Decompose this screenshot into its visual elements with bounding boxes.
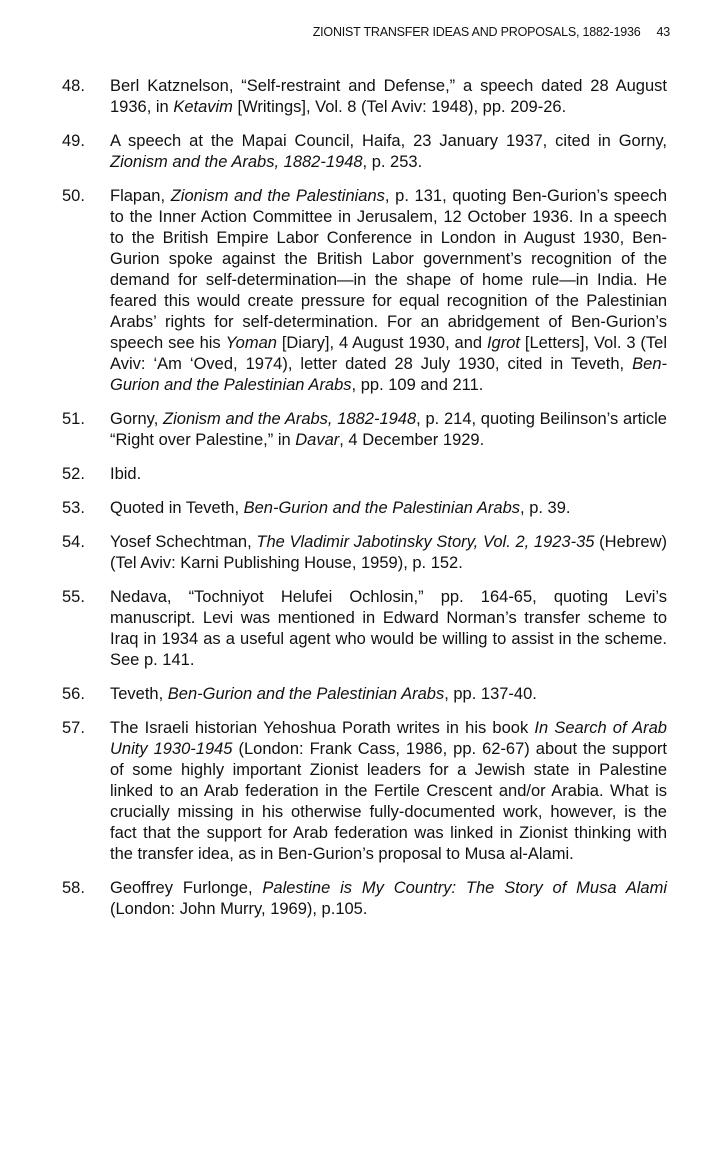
endnote-number: 58. [62,879,85,897]
endnote-text-segment: (London: Frank Cass, 1986, pp. 62-67) about the support of some highly important Zionist leaders for a Jewish state in Palestine linked to an Arab federation in the Fertile Crescent and/or Arabia. What is crucially missing in his otherwise fully-documented work, however, is the fact that the support for Arab federation was linked in Zionist thinking with the transfer idea, as in Ben-Gurion’s proposal to Musa al-Alami. [110,740,667,863]
endnote-number: 51. [62,410,85,428]
endnote [62,684,667,705]
endnote-text-segment: A speech at the Mapai Council, Haifa, 23 January 1937, cited in Gorny, [110,132,667,150]
running-title: ZIONIST TRANSFER IDEAS AND PROPOSALS, 1882-1936 [312,25,641,39]
endnote-text-segment: Flapan, [110,187,171,205]
endnote-text [110,76,667,118]
endnote-title-italic: Igrot [486,334,520,352]
endnote-text-segment: (London: John Murry, 1969), p.105. [110,900,368,918]
endnote-number: 50. [62,187,85,205]
endnote-text-segment: Nedava, “Tochniyot Helufei Ochlosin,” pp. 164-65, quoting Levi’s manuscript. Levi was mentioned in Edward Norman’s transfer scheme to Iraq in 1934 as a useful agent who would be willing to assist in the scheme. See p. 141. [110,588,667,669]
endnote-number: 54. [62,533,85,551]
endnote-title-italic: Zionism and the Palestinians [170,187,385,205]
endnote [62,186,667,396]
endnote [62,498,667,519]
endnote-text [110,878,667,920]
endnote-text-segment: Berl Katznelson, “Self-restraint and Defense,” a speech dated 28 August 1936, in [110,77,667,116]
endnote-text-segment: , pp. 109 and 211. [351,376,484,394]
endnote-number: 57. [62,719,85,737]
endnote-title-italic: Zionism and the Arabs, 1882-1948 [163,410,417,428]
endnote-title-italic: Zionism and the Arabs, 1882-1948 [110,153,363,171]
endnote-number: 56. [62,685,85,703]
endnote [62,718,667,865]
endnote-text [110,684,667,705]
endnote-title-italic: Ben-Gurion and the Palestinian Arabs [167,685,445,703]
endnote-text [110,498,667,519]
endnote-text-segment: (Hebrew) (Tel Aviv: Karni Publishing House, 1959), p. 152. [110,533,667,572]
endnote-text-segment: , p. 39. [520,499,571,517]
running-head [60,25,670,39]
endnote-title-italic: Palestine is My Country: The Story of Musa Alami [262,879,667,897]
endnote-title-italic: Yoman [225,334,277,352]
endnote-title-italic: The Vladimir Jabotinsky Story, Vol. 2, 1923-35 [256,533,595,551]
endnote-text [110,718,667,865]
endnote-title-italic: In Search of Arab Unity 1930-1945 [110,719,667,758]
page-number: 43 [656,25,670,39]
endnote-text-segment: , p. 253. [362,153,423,171]
endnote-text [110,532,667,574]
endnote-title-italic: Ketavim [173,98,233,116]
endnote [62,76,667,118]
endnote-text-segment: , 4 December 1929. [339,431,485,449]
endnote-number: 52. [62,465,85,483]
endnote [62,464,667,485]
endnote-text-segment: Ibid. [110,465,142,483]
endnote [62,878,667,920]
endnote-text-segment: The Israeli historian Yehoshua Porath writes in his book [110,719,535,737]
endnote-number: 55. [62,588,85,606]
endnote [62,532,667,574]
endnote [62,409,667,451]
endnote-title-italic: Ben-Gurion and the Palestinian Arabs [243,499,521,517]
endnote-text [110,587,667,671]
endnote-text [110,131,667,173]
endnote-text-segment: Gorny, [110,410,164,428]
endnote-number: 53. [62,499,85,517]
endnote-text-segment: Yosef Schechtman, [110,533,257,551]
endnote-text [110,186,667,396]
endnote-text-segment: Teveth, [110,685,168,703]
endnote-text-segment: Geoffrey Furlonge, [110,879,263,897]
endnote-text-segment: [Writings], Vol. 8 (Tel Aviv: 1948), pp. 209-26. [232,98,567,116]
endnote-title-italic: Ben-Gurion and the Palestinian Arabs [110,355,667,394]
endnote-text [110,409,667,451]
endnote-text-segment: , p. 131, quoting Ben-Gurion’s speech to the Inner Action Committee in Jerusalem, 12 October 1936. In a speech to the British Empire Labor Conference in London in August 1930, Ben-Gurion spoke against the British Labor government’s recognition of the demand for self-determination—in the shape of home rule—in India. He feared this would create pressure for equal recognition of the Palestinian Arabs’ rights for self-determination. For an abridgement of Ben-Gurion’s speech see his [110,187,667,352]
endnote-text-segment: , pp. 137-40. [444,685,537,703]
endnote-text-segment: , p. 214, quoting Beilinson’s article “Right over Palestine,” in [110,410,667,449]
endnote-number: 48. [62,77,85,95]
endnote-text-segment: [Letters], Vol. 3 (Tel Aviv: ‘Am ‘Oved, 1974), letter dated 28 July 1930, cited in Teveth, [110,334,667,373]
endnote-number: 49. [62,132,85,150]
endnote-text [110,464,667,485]
endnote [62,587,667,671]
endnote-title-italic: Davar [295,431,340,449]
endnote-text-segment: Quoted in Teveth, [110,499,244,517]
endnote-text-segment: [Diary], 4 August 1930, and [276,334,487,352]
endnotes-list [62,76,667,933]
endnote [62,131,667,173]
